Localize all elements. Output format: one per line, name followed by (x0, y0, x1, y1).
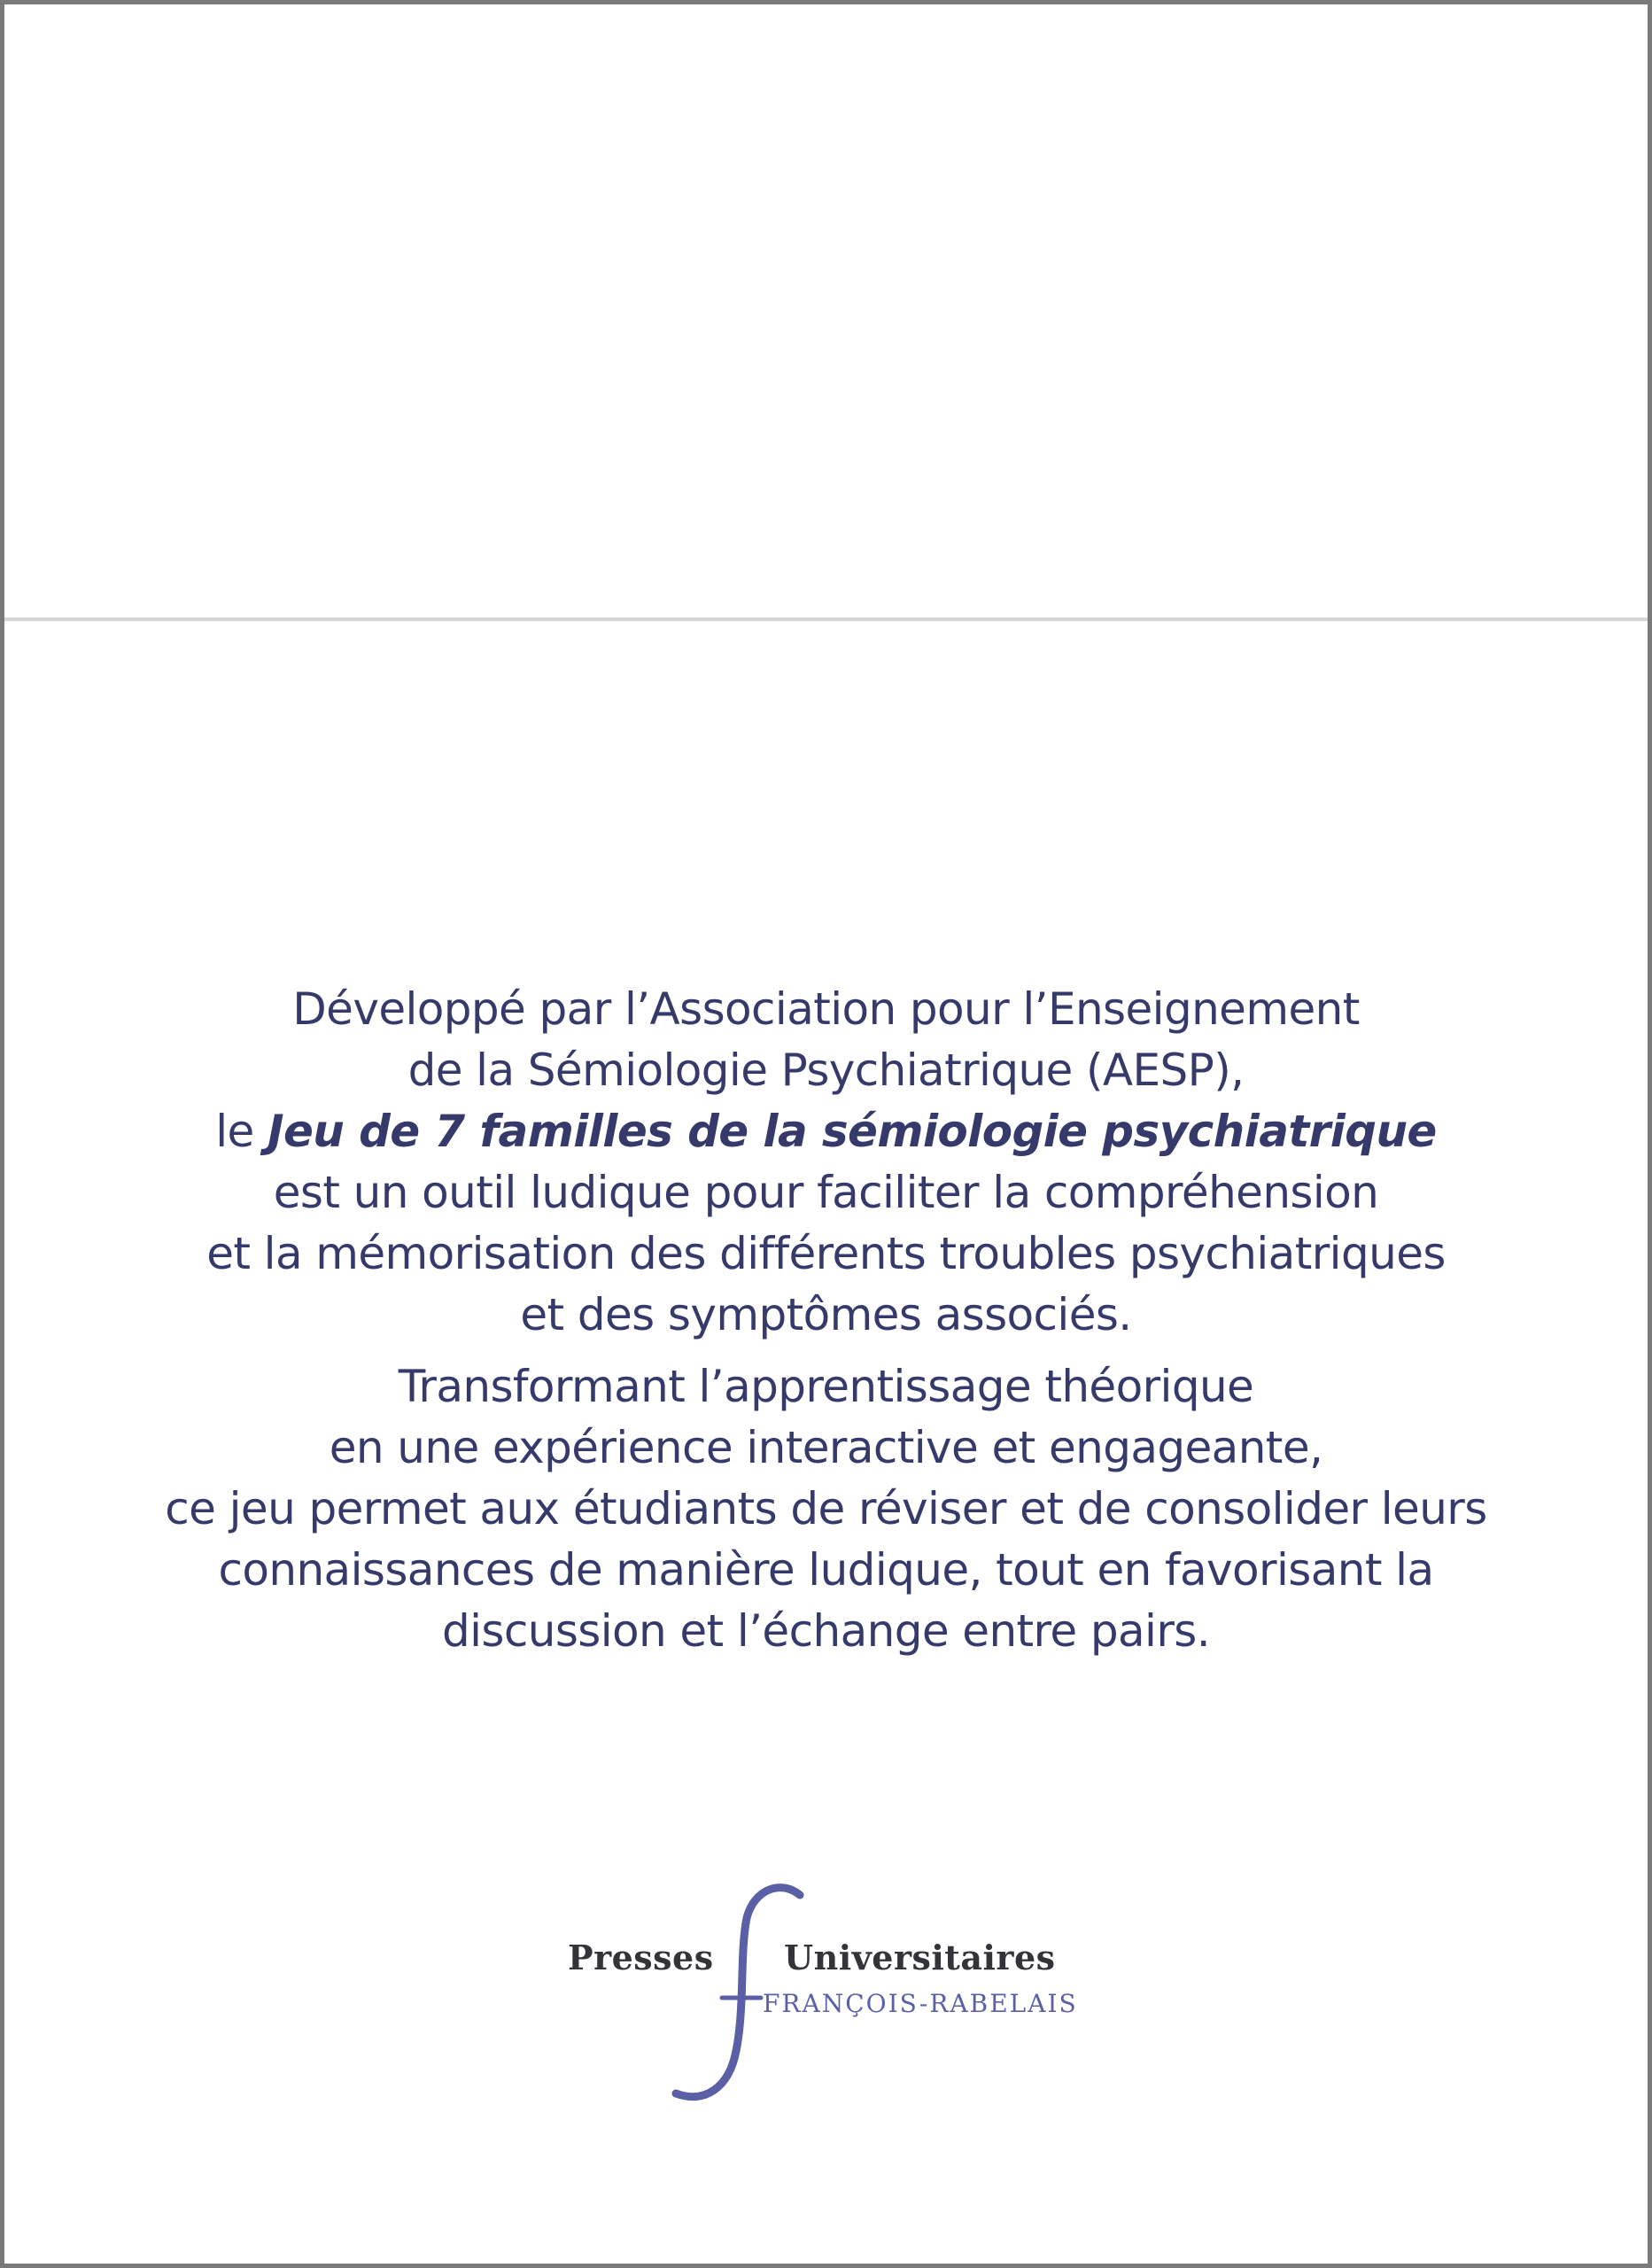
game-title: Jeu de 7 familles de la sémiologie psychiatrique (267, 1106, 1437, 1157)
description-line: ce jeu permet aux étudiants de réviser et de consolider leurs (165, 1483, 1487, 1534)
fold-line (4, 617, 1648, 621)
publisher-word-francois-rabelais: FRANÇOIS-RABELAIS (763, 1989, 1078, 2018)
description-line: discussion et l’échange entre pairs. (441, 1605, 1211, 1657)
description-block (4, 979, 1648, 1662)
description-line-title (4, 1101, 1648, 1162)
publisher-word-universitaires: Universitaires (784, 1938, 1056, 1977)
description-line: connaissances de manière ludique, tout en favorisant la (218, 1544, 1434, 1596)
description-line: de la Sémiologie Psychiatrique (AESP), (407, 1045, 1245, 1096)
title-prefix: le (215, 1106, 268, 1157)
description-line: Transformant l’apprentissage théorique (398, 1361, 1254, 1412)
description-line: en une expérience interactive et engageante, (329, 1422, 1323, 1473)
description-line: Développé par l’Association pour l’Enseignement (292, 983, 1360, 1035)
description-line: est un outil ludique pour faciliter la compréhension (273, 1167, 1379, 1218)
description-line: et la mémorisation des différents troubles psychiatriques (206, 1228, 1446, 1279)
publisher-logo (554, 1883, 1121, 2113)
description-paragraph-2 (4, 1356, 1648, 1662)
description-line: et des symptômes associés. (520, 1289, 1132, 1340)
publisher-word-presses: Presses (568, 1938, 714, 1977)
description-paragraph-1 (4, 979, 1648, 1346)
